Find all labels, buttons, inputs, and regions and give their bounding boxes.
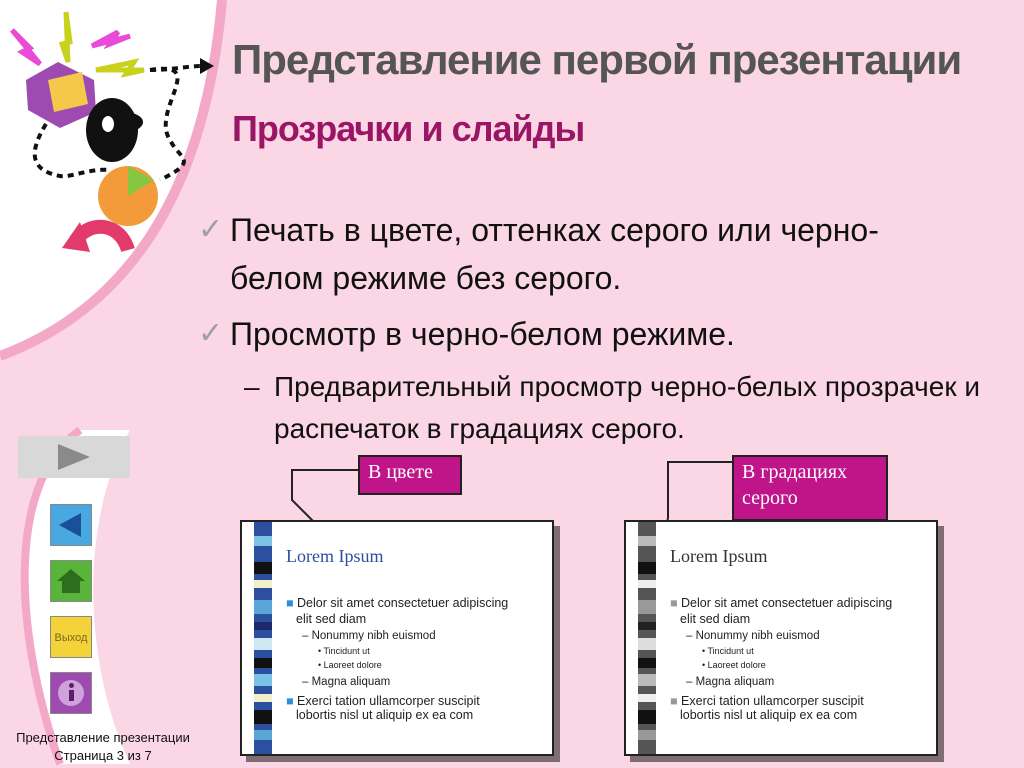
checkmark-icon: ✓ <box>198 317 224 350</box>
preview-item: – Magna aliquam <box>302 676 391 688</box>
next-button[interactable] <box>18 436 130 478</box>
preview-heading: Lorem Ipsum <box>670 546 768 566</box>
back-button[interactable] <box>50 504 92 546</box>
next-arrow-icon <box>18 436 130 478</box>
home-icon <box>51 561 91 601</box>
callout-color: В цвете <box>358 455 462 495</box>
color-stripe <box>254 522 272 754</box>
back-arrow-icon <box>51 505 91 545</box>
preview-item: – Nonummy nibh euismod <box>302 630 436 642</box>
info-icon <box>51 673 91 713</box>
preview-item: • Tincidunt ut <box>702 646 754 656</box>
footer-page: Страница 3 из 7 <box>54 748 152 763</box>
preview-item: • Laoreet dolore <box>318 660 382 670</box>
color-preview-slide: Lorem Ipsum ■ Delor sit amet consectetuer adipiscing elit sed diam – Nonummy nibh euismod • Tincidunt ut • Laoreet dolore – Magna aliquam ■ Exerci tation ullamcorper suscipit lobortis nisl ut aliquip ex ea com <box>240 520 554 756</box>
grayscale-preview-slide: Lorem Ipsum ■ Delor sit amet consectetuer adipiscing elit sed diam – Nonummy nibh euismod • Tincidunt ut • Laoreet dolore – Magna aliquam ■ Exerci tation ullamcorper suscipit lobortis nisl ut aliquip ex ea com <box>624 520 938 756</box>
page-title: Представление первой презентации <box>232 36 962 83</box>
preview-item: – Magna aliquam <box>686 676 775 688</box>
preview-item: ■ Exerci tation ullamcorper suscipit lobortis nisl ut aliquip ex ea com <box>670 694 864 722</box>
home-button[interactable] <box>50 560 92 602</box>
preview-item: • Laoreet dolore <box>702 660 766 670</box>
callout-grayscale: В градациях серого <box>732 455 888 521</box>
preview-item: ■ Delor sit amet consectetuer adipiscing <box>286 596 509 610</box>
preview-item: ■ Exerci tation ullamcorper suscipit lobortis nisl ut aliquip ex ea com <box>286 694 480 722</box>
page-subtitle: Прозрачки и слайды <box>232 108 585 149</box>
info-button[interactable] <box>50 672 92 714</box>
grayscale-stripe <box>638 522 656 754</box>
exit-button[interactable]: Выход <box>50 616 92 658</box>
preview-item: • Tincidunt ut <box>318 646 370 656</box>
footer-title: Представление презентации <box>16 730 190 745</box>
checkmark-icon: ✓ <box>198 213 224 246</box>
preview-item: – Nonummy nibh euismod <box>686 630 820 642</box>
bullet-item: ✓ Просмотр в черно-белом режиме. <box>198 310 918 358</box>
preview-heading: Lorem Ipsum <box>286 546 384 566</box>
clipart-figure-icon <box>0 0 230 280</box>
bullet-item: ✓ Печать в цвете, оттенках серого или черно-белом режиме без серого. <box>198 206 918 302</box>
preview-item: ■ Delor sit amet consectetuer adipiscing <box>670 596 893 610</box>
